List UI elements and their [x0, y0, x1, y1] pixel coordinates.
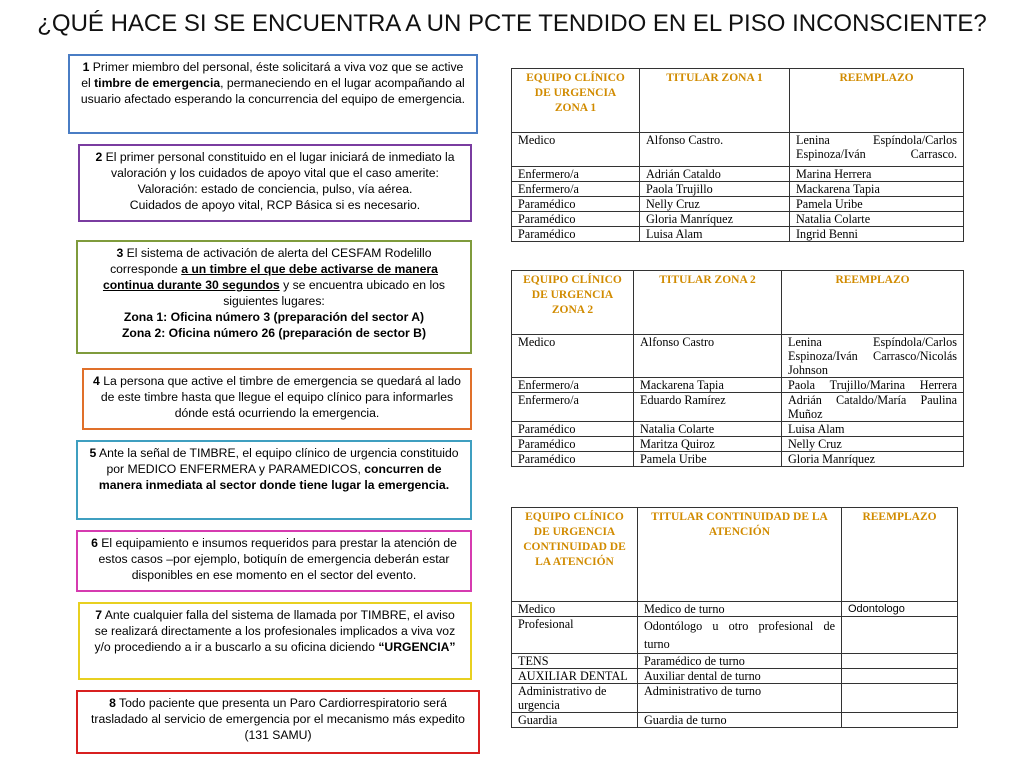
table-cell: Pamela Uribe: [634, 452, 782, 467]
table-row: [512, 617, 958, 654]
table-cell: Paramédico: [512, 212, 640, 227]
step-number: 3: [116, 246, 124, 260]
table-cell: Auxiliar dental de turno: [638, 669, 842, 684]
table-header-row: [512, 508, 958, 602]
table-cell: Ingrid Benni: [790, 227, 964, 242]
table-cell: Administrativo de urgencia: [512, 684, 638, 713]
step-text: y se encuentra ubicado en los siguientes lugares:: [223, 278, 446, 308]
table-cell: Mackarena Tapia: [790, 182, 964, 197]
table-cell: [842, 669, 958, 684]
table-header-row: [512, 69, 964, 133]
table-header-cell: EQUIPO CLÍNICO DE URGENCIA CONTINUIDAD DE LA ATENCIÓN: [512, 508, 638, 602]
table-cell: Paramédico: [512, 197, 640, 212]
step-text: El equipamiento e insumos requeridos para prestar la atención de estos casos –por ejemplo, botiquín de emergencia deberán estar disponibles en ese momento en el sector del evento.: [97, 536, 457, 582]
table-cell: Paola Trujillo: [640, 182, 790, 197]
table-row: [512, 133, 964, 167]
table-cell: Gloria Manríquez: [640, 212, 790, 227]
table-cell: Paramédico: [512, 452, 634, 467]
step-number: 6: [91, 536, 98, 550]
step-3-box: [76, 240, 472, 354]
table-cell: Paramédico de turno: [638, 654, 842, 669]
table-row: [512, 422, 964, 437]
step-number: 2: [95, 150, 103, 164]
table-cell: Paramédico: [512, 227, 640, 242]
table-header-cell: TITULAR ZONA 2: [634, 271, 782, 335]
table-header-cell: TITULAR ZONA 1: [640, 69, 790, 133]
table-cell: Medico de turno: [638, 602, 842, 617]
table-header-cell: EQUIPO CLÍNICO DE URGENCIA ZONA 2: [512, 271, 634, 335]
table-cell: Nelly Cruz: [640, 197, 790, 212]
step-2-box: [78, 144, 472, 222]
table-cell: Enfermero/a: [512, 378, 634, 393]
table-row: [512, 197, 964, 212]
step-text: Ante la señal de TIMBRE, el equipo clínico de urgencia constituido por MEDICO ENFERMERA y PARAMEDICOS,: [96, 446, 459, 476]
table-cell: Paramédico: [512, 422, 634, 437]
table-cell: Adrián Cataldo: [640, 167, 790, 182]
table-cell: Alfonso Castro.: [640, 133, 790, 167]
table-cell: [842, 654, 958, 669]
table-cell: Luisa Alam: [782, 422, 964, 437]
table-cell: Mackarena Tapia: [634, 378, 782, 393]
table-header-cell: REEMPLAZO: [842, 508, 958, 602]
table-row: [512, 227, 964, 242]
step-text: , permaneciendo en el lugar acompañando al usuario afectado esperando la concurrencia del equipo de emergencia.: [80, 76, 466, 106]
step-8-box: [76, 690, 480, 754]
step-text: Primer miembro del personal, éste solicitará a viva voz que se active el: [81, 60, 464, 90]
table-cell: Medico: [512, 133, 640, 167]
zone-1-team-table: [511, 68, 964, 242]
zone-2-location: Zona 2: Oficina número 26 (preparación de sector B): [121, 326, 427, 340]
table-cell: Enfermero/a: [512, 393, 634, 422]
table-cell: Profesional: [512, 617, 638, 654]
step-number: 5: [89, 446, 97, 460]
table-cell: Adrián Cataldo/María Paulina Muñoz: [782, 393, 964, 422]
step-6-box: [76, 530, 472, 592]
table-cell: Lenina Espíndola/Carlos Espinoza/Iván Carrasco.: [790, 133, 964, 167]
zone-2-team-table: [511, 270, 964, 467]
step-number: 1: [82, 60, 90, 74]
table-cell: Nelly Cruz: [782, 437, 964, 452]
table-header-cell: REEMPLAZO: [782, 271, 964, 335]
step-bold-text: “URGENCIA”: [378, 640, 456, 654]
table-cell: Luisa Alam: [640, 227, 790, 242]
table-cell: Eduardo Ramírez: [634, 393, 782, 422]
table-cell: Administrativo de turno: [638, 684, 842, 713]
step-5-box: [76, 440, 472, 520]
table-row: [512, 212, 964, 227]
table-cell: Odontólogo u otro profesional de turno: [638, 617, 842, 654]
table-header-cell: EQUIPO CLÍNICO DE URGENCIA ZONA 1: [512, 69, 640, 133]
table-cell: Lenina Espíndola/Carlos Espinoza/Iván Carrasco/Nicolás Johnson: [782, 335, 964, 378]
table-cell: [842, 713, 958, 728]
table-cell: Maritza Quiroz: [634, 437, 782, 452]
table-cell: Marina Herrera: [790, 167, 964, 182]
table-header-cell: TITULAR CONTINUIDAD DE LA ATENCIÓN: [638, 508, 842, 602]
step-4-box: [82, 368, 472, 430]
page-title: ¿QUÉ HACE SI SE ENCUENTRA A UN PCTE TENDIDO EN EL PISO INCONSCIENTE?: [37, 10, 987, 37]
zone-1-location: Zona 1: Oficina número 3 (preparación del sector A): [123, 310, 425, 324]
table-cell: AUXILIAR DENTAL: [512, 669, 638, 684]
table-cell: Natalia Colarte: [790, 212, 964, 227]
table-row: [512, 654, 958, 669]
table-row: [512, 378, 964, 393]
table-cell: Medico: [512, 335, 634, 378]
table-cell: Enfermero/a: [512, 167, 640, 182]
step-text: El primer personal constituido en el lugar iniciará de inmediato la valoración y los cuidados de apoyo vital que el caso amerite:: [102, 150, 455, 180]
table-cell: Guardia de turno: [638, 713, 842, 728]
table-row: [512, 167, 964, 182]
step-text: Cuidados de apoyo vital, RCP Básica si es necesario.: [129, 198, 421, 212]
table-cell: [842, 684, 958, 713]
table-cell: Pamela Uribe: [790, 197, 964, 212]
step-1-box: [68, 54, 478, 134]
step-number: 7: [95, 608, 103, 622]
table-cell: Enfermero/a: [512, 182, 640, 197]
table-cell: Medico: [512, 602, 638, 617]
step-text: Ante cualquier falla del sistema de llamada por TIMBRE, el aviso se realizará directamente a los profesionales implicados a viva voz y/o procediendo a ir a buscarlo a su oficina diciendo: [94, 608, 456, 654]
step-text: La persona que active el timbre de emergencia se quedará al lado de este timbre hasta que llegue el equipo clínico para informarles dónde está ocurriendo la emergencia.: [99, 374, 461, 420]
table-cell: Natalia Colarte: [634, 422, 782, 437]
table-cell: [842, 617, 958, 654]
step-number: 8: [109, 696, 116, 710]
step-text: Valoración: estado de conciencia, pulso, vía aérea.: [137, 182, 413, 196]
table-row: [512, 182, 964, 197]
table-header-row: [512, 271, 964, 335]
table-cell: Alfonso Castro: [634, 335, 782, 378]
table-row: [512, 713, 958, 728]
step-bold-text: a un timbre el que debe activarse de manera continua durante 30 segundos: [102, 262, 438, 292]
continuity-team-table: [511, 507, 958, 728]
table-cell: Gloria Manríquez: [782, 452, 964, 467]
table-cell: TENS: [512, 654, 638, 669]
table-row: [512, 452, 964, 467]
table-cell: Paramédico: [512, 437, 634, 452]
table-row: [512, 602, 958, 617]
step-text: El sistema de activación de alerta del CESFAM Rodelillo corresponde: [110, 246, 432, 276]
step-7-box: [78, 602, 472, 680]
table-row: [512, 393, 964, 422]
table-row: [512, 669, 958, 684]
table-row: [512, 437, 964, 452]
step-bold-text: concurren de manera inmediata al sector donde tiene lugar la emergencia.: [98, 462, 450, 492]
table-row: [512, 335, 964, 378]
table-cell: Odontologo: [842, 602, 958, 617]
table-cell: Paola Trujillo/Marina Herrera: [782, 378, 964, 393]
step-text: Todo paciente que presenta un Paro Cardiorrespiratorio será trasladado al servicio de emergencia por el mecanismo más expedito (131 SAMU): [91, 696, 465, 742]
table-cell: Guardia: [512, 713, 638, 728]
table-header-cell: REEMPLAZO: [790, 69, 964, 133]
table-row: [512, 684, 958, 713]
step-number: 4: [93, 374, 100, 388]
step-bold-text: timbre de emergencia: [94, 76, 221, 90]
